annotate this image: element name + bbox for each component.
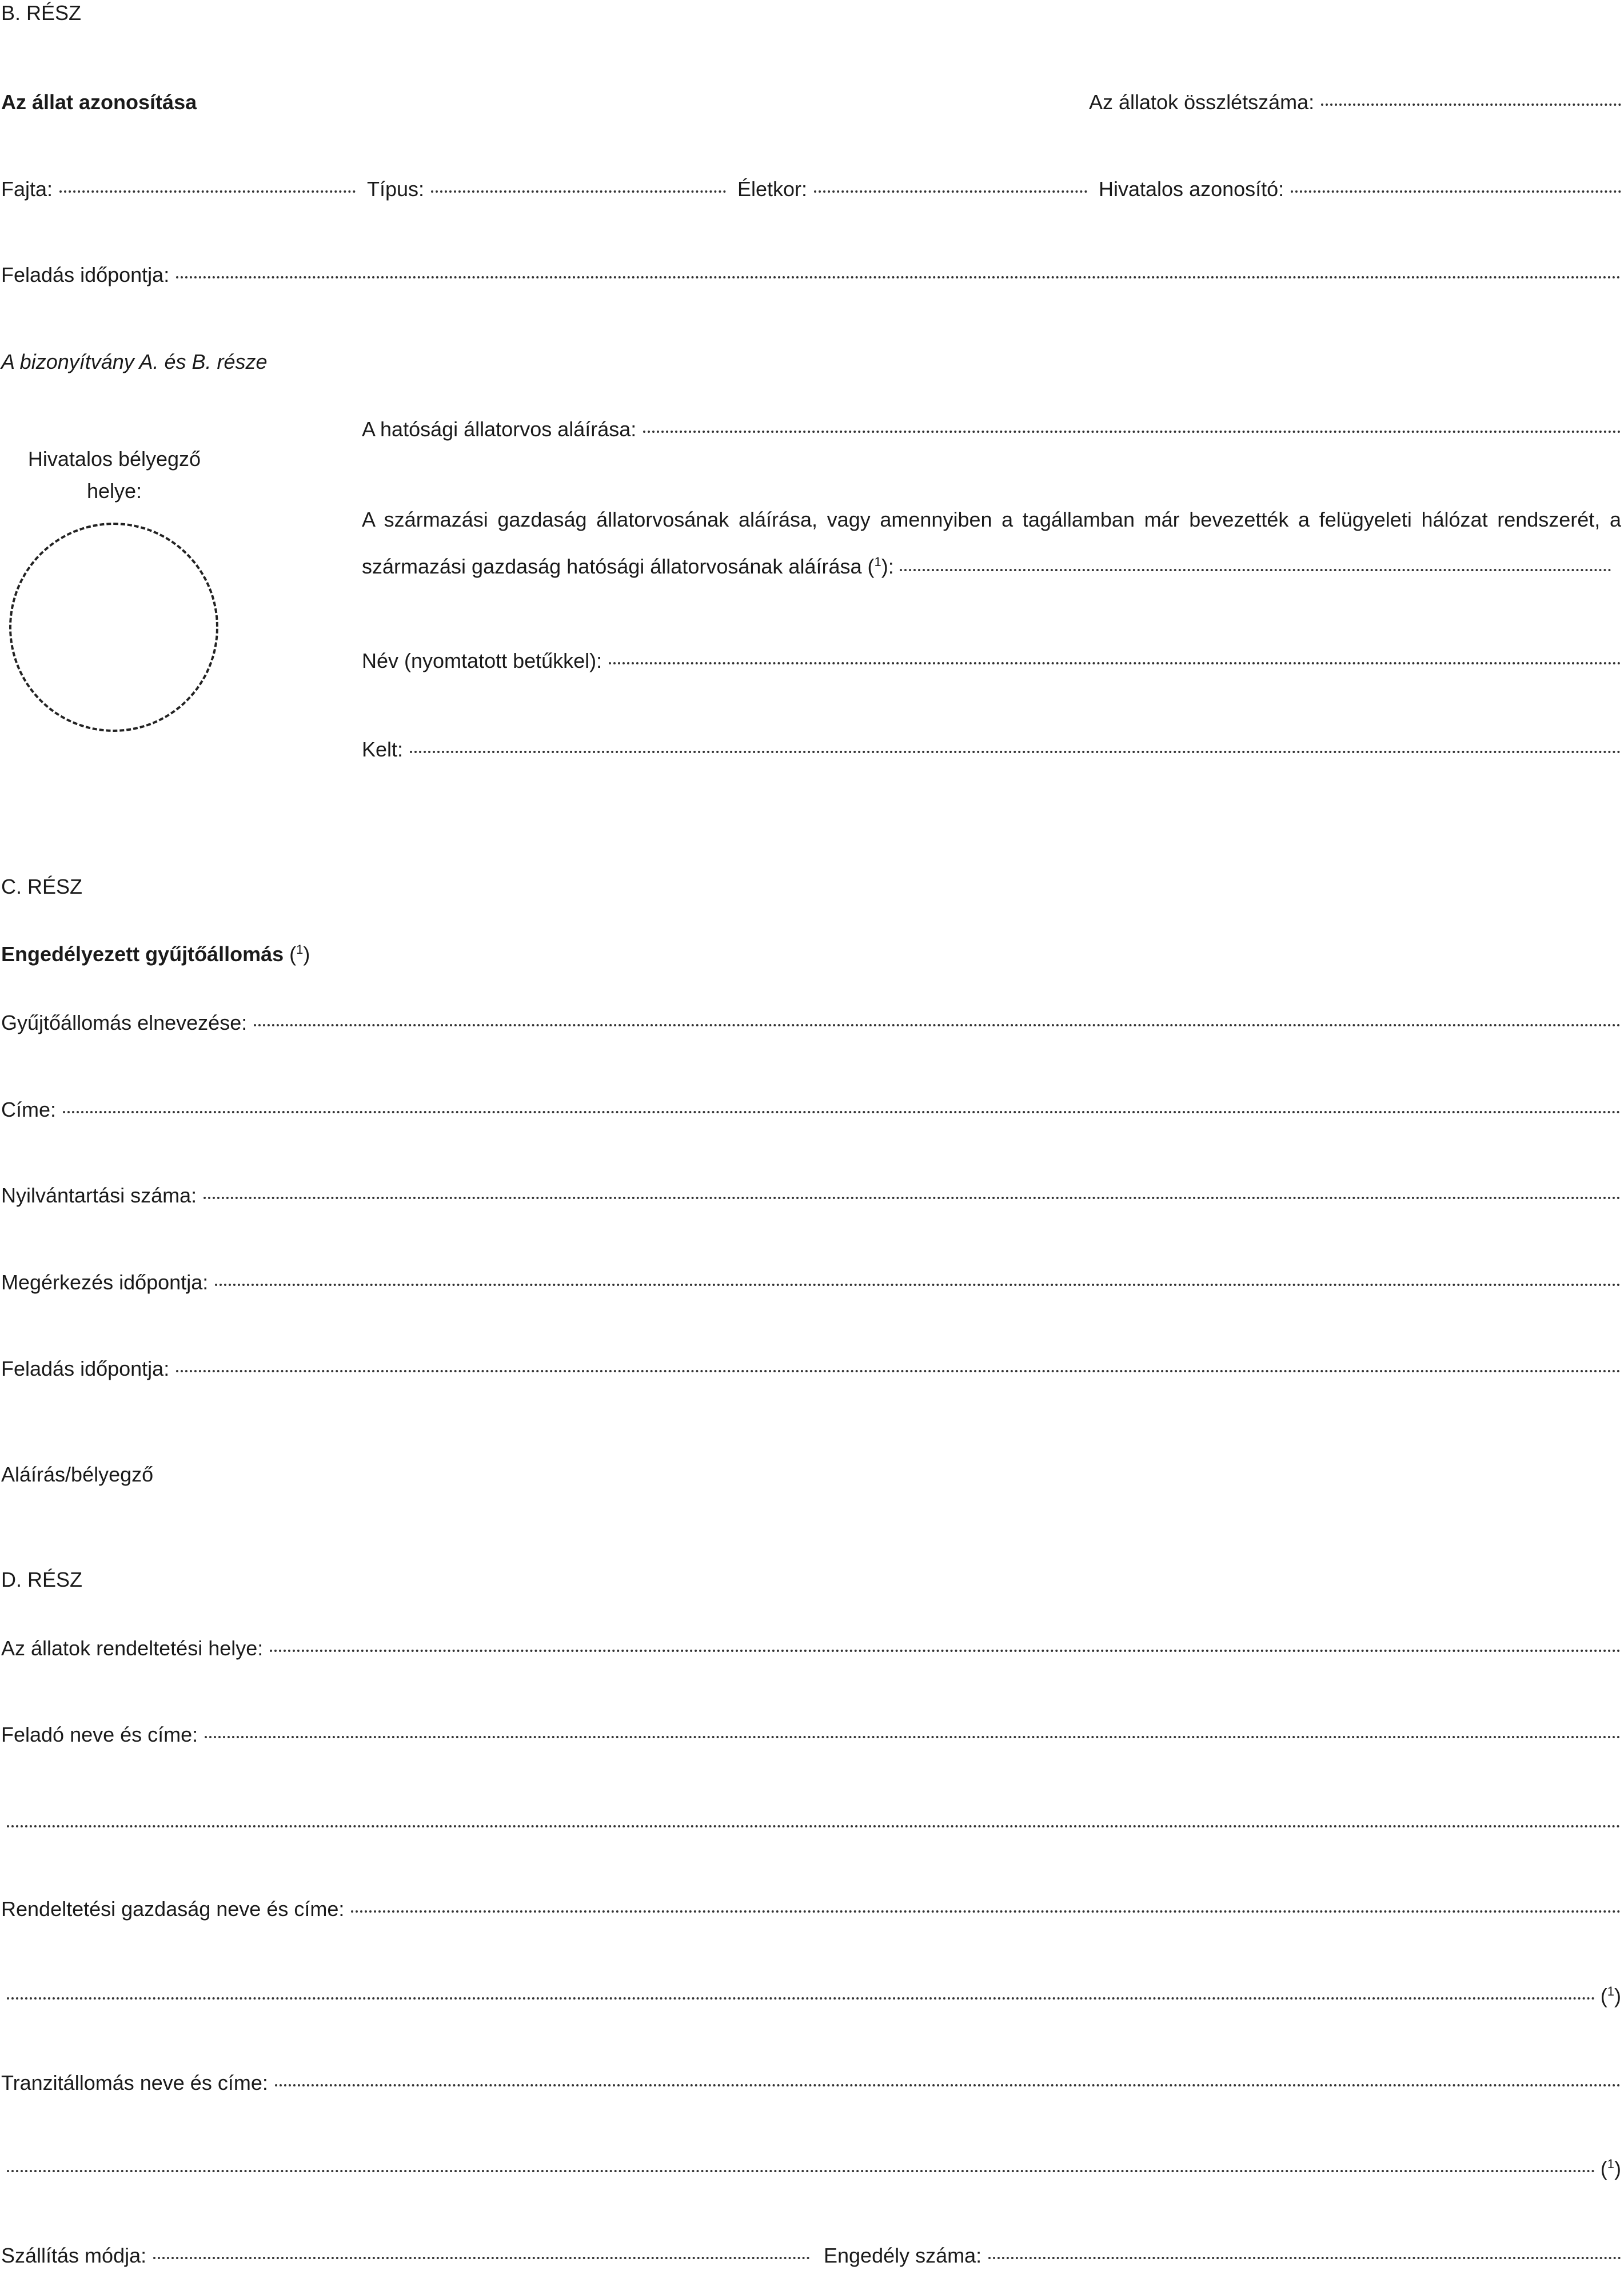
collection-name-field[interactable] [254,1024,1621,1026]
transport-permit-row [1,2244,1621,2268]
destination-field[interactable] [270,1650,1621,1652]
transport-mode-label: Szállítás módja: [1,2244,147,2267]
breed-field[interactable] [59,190,356,193]
age-field[interactable] [814,190,1087,193]
official-vet-signature-row [362,417,1621,441]
stamp-label: Hivatalos bélyegző helye: [27,447,201,503]
transit-row [1,2071,1621,2095]
dispatch-date-field-b[interactable] [176,276,1621,278]
transport-mode-field[interactable] [153,2257,810,2259]
dispatch-date-row-c [1,1357,1621,1381]
registration-row [1,1184,1621,1208]
permit-number-field[interactable] [988,2257,1621,2259]
arrival-date-field[interactable] [215,1284,1621,1286]
age-label: Életkor: [737,177,808,201]
transit-field-line-2[interactable] [7,2170,1596,2172]
signature-stamp-label: Aláírás/bélyegző [1,1463,154,1486]
transit-label: Tranzitállomás neve és címe: [1,2071,268,2094]
destination-row [1,1636,1621,1660]
name-field[interactable] [609,662,1621,664]
dispatch-date-row-b [1,263,1621,287]
arrival-date-label: Megérkezés időpontja: [1,1271,209,1294]
part-b-heading: B. RÉSZ [1,1,82,25]
name-label: Név (nyomtatott betűkkel): [362,649,602,672]
footnote-marker: 1 [874,555,881,569]
official-vet-signature-field[interactable] [643,431,1621,433]
transit-field[interactable] [275,2084,1621,2086]
type-group [367,177,726,201]
destination-label: Az állatok rendeltetési helye: [1,1636,264,1660]
total-animals-field[interactable] [1321,103,1621,106]
stamp-circle [9,523,218,732]
address-row [1,1098,1621,1122]
type-field[interactable] [431,190,726,193]
destination-farm-line-2-row [7,1984,1621,2008]
part-d-heading: D. RÉSZ [1,1568,83,1591]
origin-vet-signature-field[interactable] [900,569,1611,571]
permit-number-label: Engedély száma: [824,2244,982,2267]
sender-field[interactable] [205,1736,1621,1738]
type-label: Típus: [367,177,425,201]
date-label: Kelt: [362,738,404,761]
identification-title: Az állat azonosítása [1,90,197,114]
sender-field-line-2[interactable] [7,1825,1621,1827]
breed-label: Fajta: [1,177,53,201]
age-group [737,177,1087,201]
collection-name-row [1,1011,1621,1035]
origin-vet-signature-paragraph: A származási gazdaság állatorvosának aláírása, vagy amennyiben a tagállamban már bevezették a felügyeleti hálózat rendszerét, a származási gazdaság hatósági állatorvosának aláírása ($^1$): [362,508,1621,578]
dispatch-date-label-c: Feladás időpontja: [1,1357,170,1380]
transit-footnote: ($^1$) [1600,2157,1621,2180]
collection-title-row: Engedélyezett gyűjtőállomás ($^1$) [1,942,310,966]
destination-farm-field-line-2[interactable] [7,1997,1596,2000]
permit-number-group [824,2244,1621,2268]
footnote-marker: 1 [296,942,304,957]
address-field[interactable] [63,1111,1621,1113]
official-vet-signature-label: A hatósági állatorvos aláírása: [362,417,637,441]
total-animals-row [1089,90,1621,114]
sender-label: Feladó neve és címe: [1,1723,198,1746]
part-c-heading: C. RÉSZ [1,875,83,898]
name-row [362,649,1621,673]
destination-farm-row [1,1897,1621,1921]
sender-row [1,1723,1621,1747]
address-label: Címe: [1,1098,57,1121]
arrival-date-row [1,1271,1621,1295]
collection-name-label: Gyűjtőállomás elnevezése: [1,1011,248,1034]
breed-type-age-id-row [1,177,1621,201]
dispatch-date-label-b: Feladás időpontja: [1,263,170,286]
total-animals-label: Az állatok összlétszáma: [1089,90,1315,114]
destination-farm-footnote: ($^1$) [1600,1984,1621,2008]
registration-field[interactable] [204,1197,1621,1199]
official-id-group [1099,177,1621,201]
footnote-marker: 1 [1607,1984,1614,1998]
registration-label: Nyilvántartási száma: [1,1184,197,1207]
footnote-marker: 1 [1607,2157,1614,2171]
breed-group [1,177,356,201]
date-field[interactable] [410,751,1621,753]
dispatch-date-field-c[interactable] [176,1370,1621,1372]
official-id-label: Hivatalos azonosító: [1099,177,1284,201]
destination-farm-field[interactable] [351,1910,1621,1913]
destination-farm-label: Rendeltetési gazdaság neve és címe: [1,1897,345,1921]
transit-line-2-row [7,2157,1621,2181]
date-row [362,738,1621,762]
certificate-parts-label: A bizonyítvány A. és B. része [1,350,268,373]
collection-title: Engedélyezett gyűjtőállomás [1,942,284,966]
official-id-field[interactable] [1291,190,1621,193]
origin-vet-signature-text: A származási gazdaság állatorvosának aláírása, vagy amennyiben a tagállamban már bevezették a felügyeleti hálózat rendszerét, a származási gazdaság hatósági állatorvosának aláírása [362,508,1621,578]
transport-mode-group [1,2244,810,2268]
